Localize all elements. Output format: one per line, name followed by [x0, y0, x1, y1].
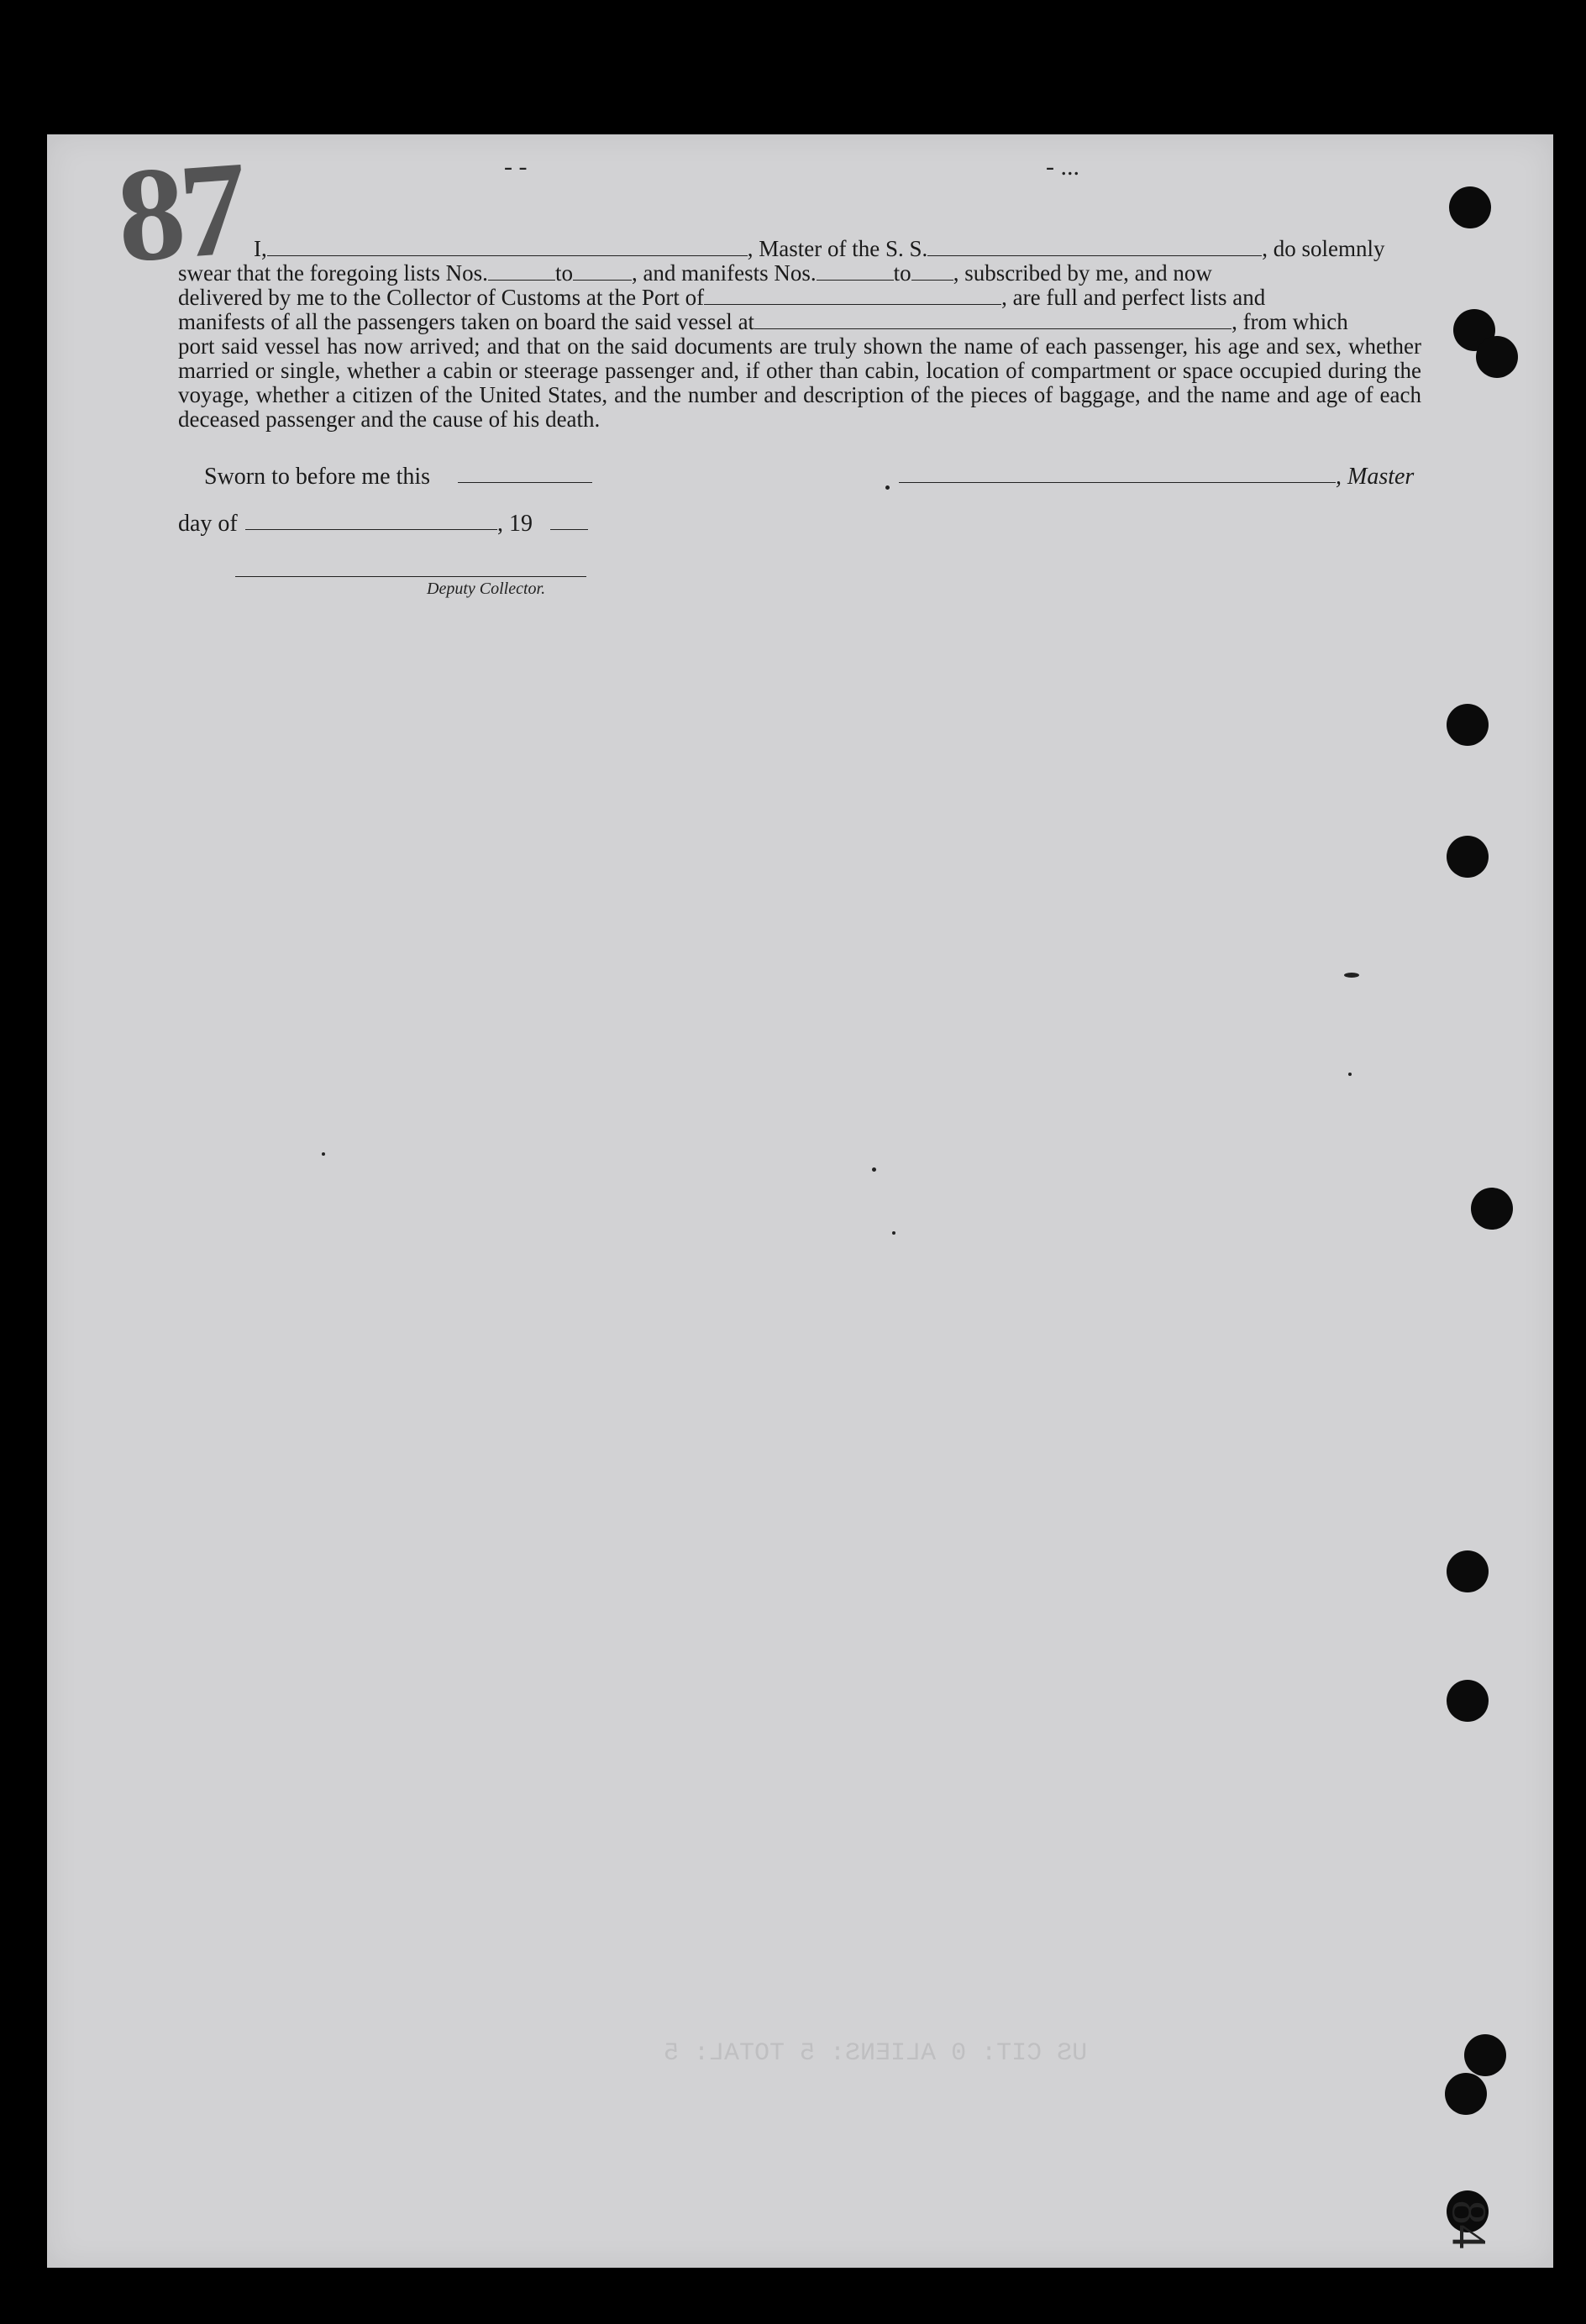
ink-speck	[892, 1231, 895, 1235]
oath-manifests: manifests of all the passengers taken on board the said vessel at	[178, 309, 755, 334]
punch-hole	[1476, 336, 1518, 378]
stamp-number: 87	[112, 133, 247, 291]
punch-hole	[1447, 836, 1489, 878]
page-number: 84	[1442, 2200, 1497, 2249]
punch-hole	[1445, 2073, 1487, 2115]
ink-speck	[1348, 1073, 1352, 1076]
master-name-blank	[267, 239, 748, 256]
ink-speck	[872, 1167, 876, 1172]
oath-to: to	[554, 260, 573, 286]
top-mark: - ...	[1046, 153, 1079, 181]
document-page	[47, 134, 1553, 2268]
list-to-blank	[573, 263, 632, 281]
punch-hole	[1471, 1188, 1513, 1230]
punch-hole	[1464, 2034, 1506, 2076]
bleed-through-total: US CIT: 0 ALIENS: 5 TOTAL: 5	[664, 2039, 1088, 2068]
oath-master-of: , Master of the S. S.	[747, 236, 928, 261]
oath-do-solemnly: , do solemnly	[1262, 236, 1385, 261]
oath-delivered: delivered by me to the Collector of Customs at the Port of	[178, 285, 705, 310]
sworn-label: Sworn to before me this	[204, 464, 431, 490]
manifest-to-blank	[911, 263, 953, 281]
oath-text	[178, 237, 1421, 432]
punch-hole	[1447, 704, 1489, 746]
oath-from-which: , from which	[1232, 309, 1348, 334]
oath-to: to	[893, 260, 911, 286]
departure-port-blank	[754, 312, 1232, 329]
oath-are-full: , are full and perfect lists and	[1001, 285, 1266, 310]
ink-speck	[1344, 973, 1359, 978]
sworn-date-blank	[458, 482, 592, 483]
vessel-name-blank	[927, 239, 1262, 256]
day-blank	[245, 529, 497, 530]
port-blank	[704, 287, 1001, 305]
punch-hole	[1447, 1550, 1489, 1592]
oath-body: port said vessel has now arrived; and that on the said documents are truly shown the name of each passenger, his age and sex, whether married or single, whether a cabin or steerage passenger and, if other than cabin, location of compartment or space occupied during the voyage, whether a citizen of the United States, and the number and description of the pieces of baggage, and the name and age of each deceased passenger and the cause of his death.	[178, 333, 1421, 432]
master-signature-blank	[899, 482, 1336, 483]
day-of-label: day of	[178, 511, 238, 537]
year-prefix: , 19	[497, 511, 533, 537]
oath-swear: swear that the foregoing lists Nos.	[178, 260, 488, 286]
punch-hole	[1447, 1680, 1489, 1722]
ink-speck	[885, 485, 890, 490]
ink-speck	[322, 1152, 325, 1156]
deputy-signature-blank	[235, 576, 586, 577]
year-blank	[550, 529, 588, 530]
punch-hole	[1449, 186, 1491, 228]
oath-subscribed: , subscribed by me, and now	[953, 260, 1212, 286]
top-mark: - -	[504, 153, 528, 181]
manifest-from-blank	[817, 263, 894, 281]
deputy-collector-label: Deputy Collector.	[427, 580, 546, 598]
oath-i: I,	[254, 236, 267, 261]
master-label: , Master	[1336, 464, 1415, 490]
oath-and-manifests: , and manifests Nos.	[631, 260, 817, 286]
list-from-blank	[488, 263, 555, 281]
